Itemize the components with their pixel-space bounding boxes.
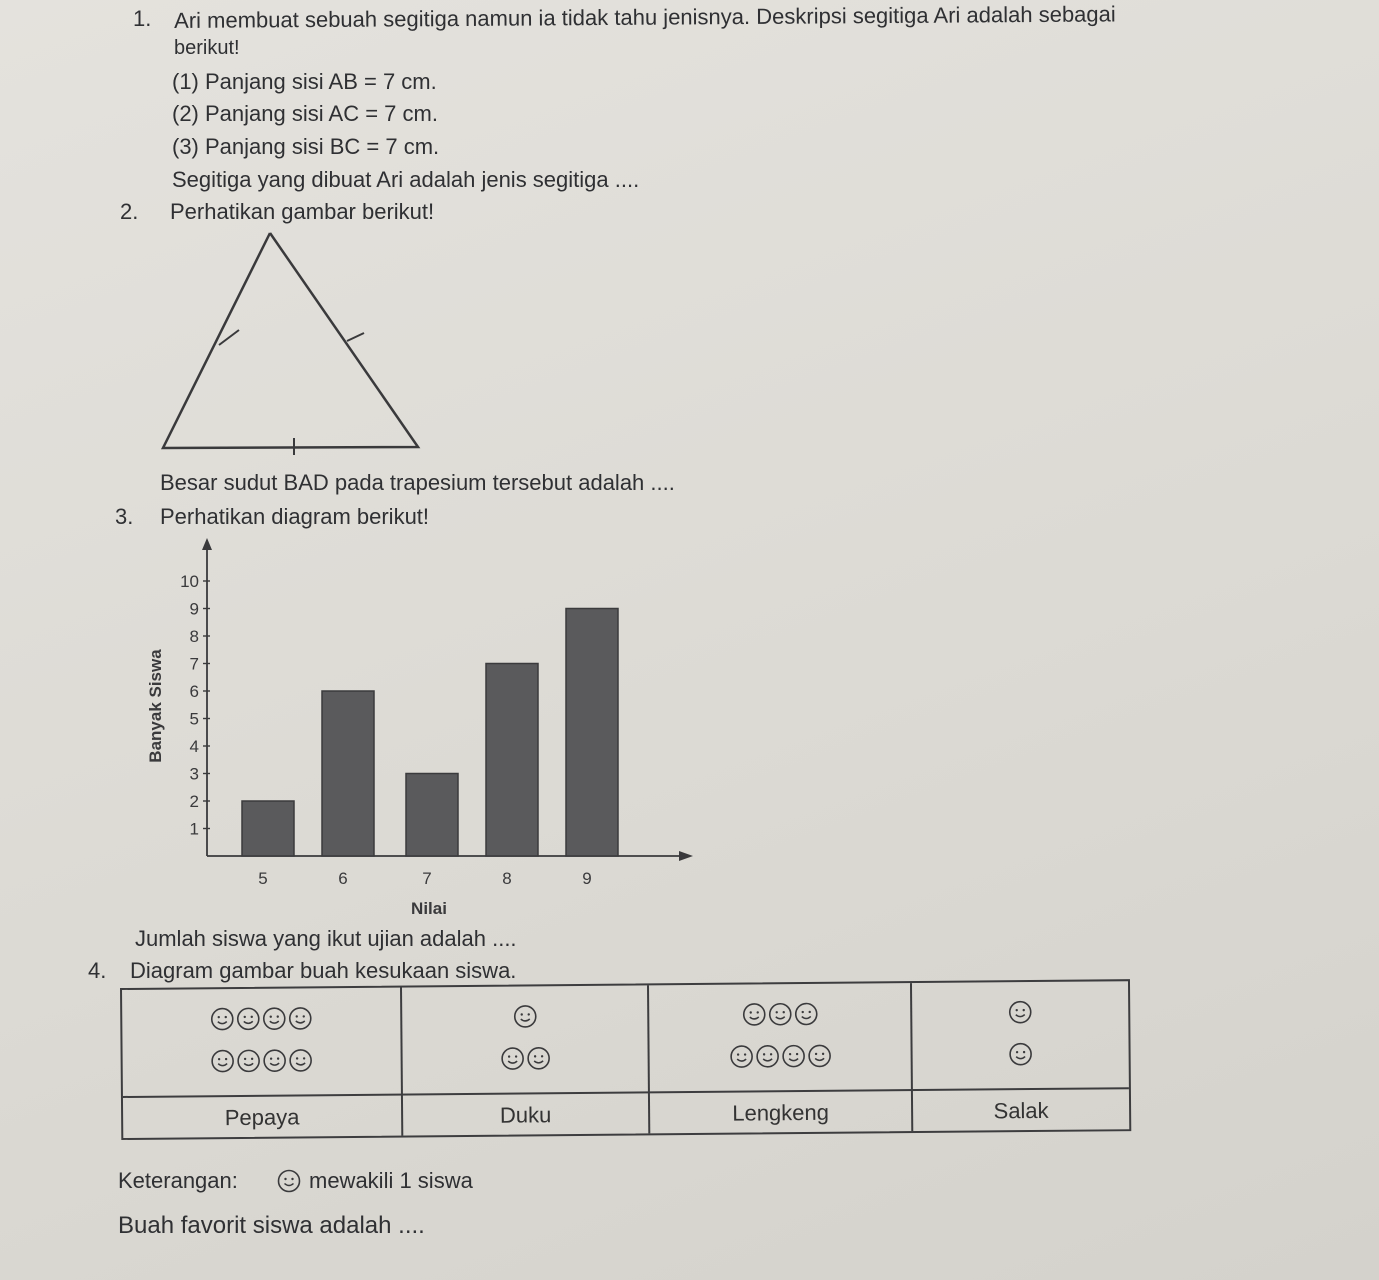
y-tick-label: 2 — [189, 792, 199, 811]
pictograph-icon-row — [402, 1003, 647, 1029]
pictograph-icon-row — [122, 1006, 400, 1032]
x-tick-label: 6 — [338, 869, 348, 888]
pictograph-icon-row — [650, 1043, 911, 1069]
bar-chart — [135, 530, 715, 925]
smiley-face-icon — [262, 1007, 286, 1031]
pictograph-icon-row — [123, 1048, 401, 1074]
bar — [566, 609, 618, 857]
smiley-face-icon — [742, 1002, 766, 1026]
smiley-face-icon — [500, 1046, 524, 1070]
smiley-face-icon — [729, 1044, 753, 1068]
q2-intro: Perhatikan gambar berikut! — [170, 199, 435, 224]
pictograph-icon-row — [913, 1041, 1129, 1067]
q1-intro-line2: berikut! — [174, 37, 240, 59]
bar — [406, 774, 458, 857]
bar — [242, 801, 294, 856]
smiley-face-icon — [263, 1049, 287, 1073]
x-tick-label: 9 — [582, 869, 592, 888]
bar — [486, 664, 538, 857]
x-tick-label: 7 — [422, 869, 432, 888]
y-tick-label: 5 — [189, 709, 199, 729]
pictograph-column-salak — [910, 981, 1129, 1131]
y-tick-label: 9 — [189, 599, 199, 619]
smiley-face-icon — [1009, 1042, 1033, 1066]
fruit-label: Salak — [993, 1097, 1049, 1124]
q1-item-1: (1) Panjang sisi AB = 7 cm. — [172, 69, 437, 94]
q2-number: 2. — [120, 199, 139, 224]
smiley-face-icon — [807, 1044, 831, 1068]
q3-number: 3. — [115, 504, 134, 529]
smiley-face-icon — [237, 1049, 261, 1073]
triangle-figure — [155, 225, 430, 460]
y-tick-label: 3 — [189, 764, 199, 784]
y-axis-arrow — [202, 538, 212, 550]
y-axis-title: Banyak Siswa — [146, 649, 165, 763]
q2-question: Besar sudut BAD pada trapesium tersebut adalah .... — [160, 470, 675, 495]
q1-question: Segitiga yang dibuat Ari adalah jenis segitiga .... — [172, 167, 640, 192]
smiley-face-icon — [289, 1048, 313, 1072]
q4-question: Buah favorit siswa adalah .... — [118, 1212, 425, 1239]
legend-prefix: Keterangan: — [118, 1168, 238, 1193]
fruit-label: Lengkeng — [732, 1099, 830, 1126]
q1-number: 1. — [133, 6, 152, 31]
smiley-face-icon — [277, 1169, 301, 1193]
smiley-face-icon — [236, 1007, 260, 1031]
fruit-label: Duku — [499, 1102, 552, 1128]
pictograph-column-pepaya — [122, 988, 401, 1138]
smiley-face-icon — [1008, 1000, 1032, 1024]
smiley-face-icon — [210, 1007, 234, 1031]
y-tick-label: 1 — [189, 819, 199, 839]
x-tick-label: 5 — [258, 869, 268, 888]
pictograph-table — [120, 979, 1131, 1140]
x-tick-label: 8 — [502, 869, 512, 888]
q1-intro-line1: Ari membuat sebuah segitiga namun ia tidak tahu jenisnya. Deskripsi segitiga Ari adalah sebagai — [174, 1, 1116, 33]
y-tick-label: 10 — [180, 572, 199, 591]
legend-suffix: mewakili 1 siswa — [309, 1168, 473, 1193]
pictograph-icon-row — [403, 1045, 648, 1071]
y-tick-label: 8 — [189, 627, 199, 646]
x-axis-arrow — [679, 851, 693, 861]
pictograph-icon-row — [912, 999, 1128, 1025]
q3-question: Jumlah siswa yang ikut ujian adalah .... — [135, 926, 517, 951]
x-axis-title: Nilai — [411, 899, 447, 918]
q1-item-3: (3) Panjang sisi BC = 7 cm. — [172, 134, 440, 159]
pictograph-icon-row — [649, 1001, 910, 1027]
q3-intro: Perhatikan diagram berikut! — [160, 504, 430, 529]
smiley-face-icon — [211, 1049, 235, 1073]
y-tick-label: 4 — [189, 737, 199, 756]
smiley-face-icon — [513, 1004, 537, 1028]
fruit-label: Pepaya — [224, 1104, 300, 1131]
y-tick-label: 7 — [189, 654, 199, 674]
pictograph-column-lengkeng — [647, 983, 911, 1133]
q4-intro: Diagram gambar buah kesukaan siswa. — [130, 958, 517, 983]
smiley-face-icon — [755, 1044, 779, 1068]
bar — [322, 691, 374, 856]
smiley-face-icon — [288, 1006, 312, 1030]
smiley-face-icon — [768, 1002, 792, 1026]
q1-item-2: (2) Panjang sisi AC = 7 cm. — [172, 101, 438, 126]
tick-mark-right-side — [347, 333, 364, 341]
y-tick-label: 6 — [189, 682, 199, 701]
smiley-face-icon — [794, 1002, 818, 1026]
smiley-face-icon — [781, 1044, 805, 1068]
smiley-face-icon — [526, 1046, 550, 1070]
q4-number: 4. — [88, 958, 107, 983]
triangle-outline — [163, 233, 418, 448]
pictograph-column-duku — [400, 985, 648, 1135]
